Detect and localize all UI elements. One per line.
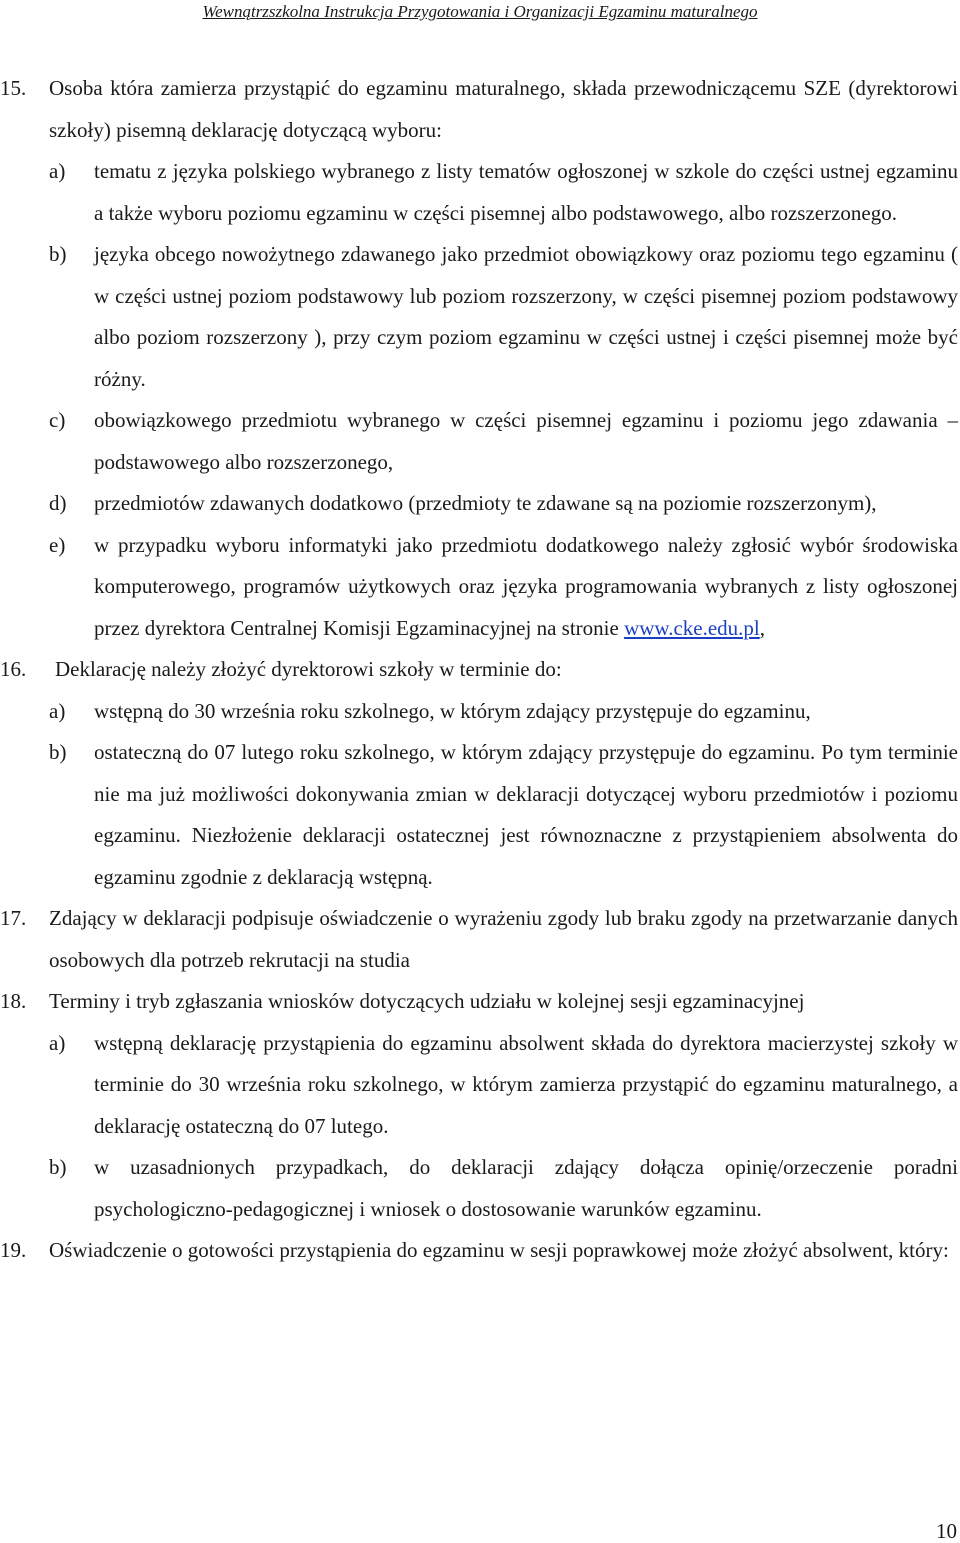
list-letter: b) [49,242,67,266]
list-text: w przypadku wyboru informatyki jako przedmiotu dodatkowego należy zgłosić wybór środowiska komputerowego, programów użytkowych oraz języka programowania wybranych z listy ogłoszonej przez dyrektora Centralnej Komisji Egzaminacyjnej na stronie [94,532,958,640]
paragraph-number: 19. [0,1238,27,1262]
page-header [0,0,960,23]
list-text: obowiązkowego przedmiotu wybranego w części pisemnej egzaminu i poziomu jego zdawania – podstawowego albo rozszerzonego, [94,408,958,474]
paragraph-number: 15. [0,76,27,100]
list-item-15e [0,525,958,650]
list-item-15d [0,483,958,525]
list-item-15a [0,151,958,234]
paragraph-19 [0,1230,958,1272]
paragraph-number: 16. [0,657,27,681]
list-letter: c) [49,408,66,432]
paragraph-text: Zdający w deklaracji podpisuje oświadczenie o wyrażeniu zgody lub braku zgody na przetwarzanie danych osobowych dla potrzeb rekrutacji na studia [49,906,958,972]
paragraph-text: Osoba która zamierza przystąpić do egzaminu maturalnego, składa przewodniczącemu SZE (dyrektorowi szkoły) pisemną deklarację dotyczącą wyboru: [49,76,958,142]
list-text: w uzasadnionych przypadkach, do deklaracji zdający dołącza opinię/orzeczenie poradni psychologiczno-pedagogicznej i wniosek o dostosowanie warunków egzaminu. [94,1155,958,1221]
list-item-18a [0,1023,958,1148]
paragraph-18 [0,981,958,1023]
paragraph-17 [0,898,958,981]
list-text: przedmiotów zdawanych dodatkowo (przedmioty te zdawane są na poziomie rozszerzonym), [94,491,877,515]
cke-website-link[interactable]: www.cke.edu.pl [624,615,760,640]
paragraph-15 [0,68,958,151]
list-text-end: , [759,615,765,640]
paragraph-16 [0,649,958,691]
list-letter: b) [49,740,67,764]
paragraph-text: Deklarację należy złożyć dyrektorowi szkoły w terminie do: [55,657,562,681]
list-letter: e) [49,532,66,557]
list-item-15c [0,400,958,483]
page-number: 10 [936,1519,957,1543]
paragraph-number: 18. [0,989,27,1013]
header-title: Wewnątrzszkolna Instrukcja Przygotowania i Organizacji Egzaminu maturalnego [202,2,758,21]
list-text: ostateczną do 07 lutego roku szkolnego, w którym zdający przystępuje do egzaminu. Po tym terminie nie ma już możliwości dokonywania zmian w deklaracji dotyczącej wyboru przedmiotów i poziomu egzaminu. Niezłożenie deklaracji ostatecznej jest równoznaczne z przystąpieniem absolwenta do egzaminu zgodnie z deklaracją wstępną. [94,740,958,889]
list-item-18b [0,1147,958,1230]
list-letter: a) [49,1030,66,1055]
list-item-16b [0,732,958,898]
list-text: języka obcego nowożytnego zdawanego jako przedmiot obowiązkowy oraz poziomu tego egzaminu ( w części ustnej poziom podstawowy lub poziom rozszerzony, w części pisemnej poziom podstawowy albo poziom rozszerzony ), przy czym poziom egzaminu w części ustnej i części pisemnej może być różny. [94,242,958,391]
list-letter: a) [49,698,66,723]
paragraph-text: Oświadczenie o gotowości przystąpienia do egzaminu w sesji poprawkowej może złożyć absolwent, który: [49,1238,949,1262]
list-item-16a [0,691,958,733]
paragraph-number: 17. [0,906,27,930]
list-text: tematu z języka polskiego wybranego z listy tematów ogłoszonej w szkole do części ustnej egzaminu a także wyboru poziomu egzaminu w części pisemnej albo podstawowego, albo rozszerzonego. [94,159,958,225]
list-text: wstępną do 30 września roku szkolnego, w którym zdający przystępuje do egzaminu, [94,698,811,723]
list-letter: d) [49,491,67,515]
paragraph-text: Terminy i tryb zgłaszania wniosków dotyczących udziału w kolejnej sesji egzaminacyjnej [49,989,805,1013]
document-body [0,68,958,1272]
list-item-15b [0,234,958,400]
list-letter: a) [49,159,66,183]
list-text: wstępną deklarację przystąpienia do egzaminu absolwent składa do dyrektora macierzystej szkoły w terminie do 30 września roku szkolnego, w którym zamierza przystąpić do egzaminu maturalnego, a deklarację ostateczną do 07 lutego. [94,1030,958,1138]
list-letter: b) [49,1155,67,1179]
